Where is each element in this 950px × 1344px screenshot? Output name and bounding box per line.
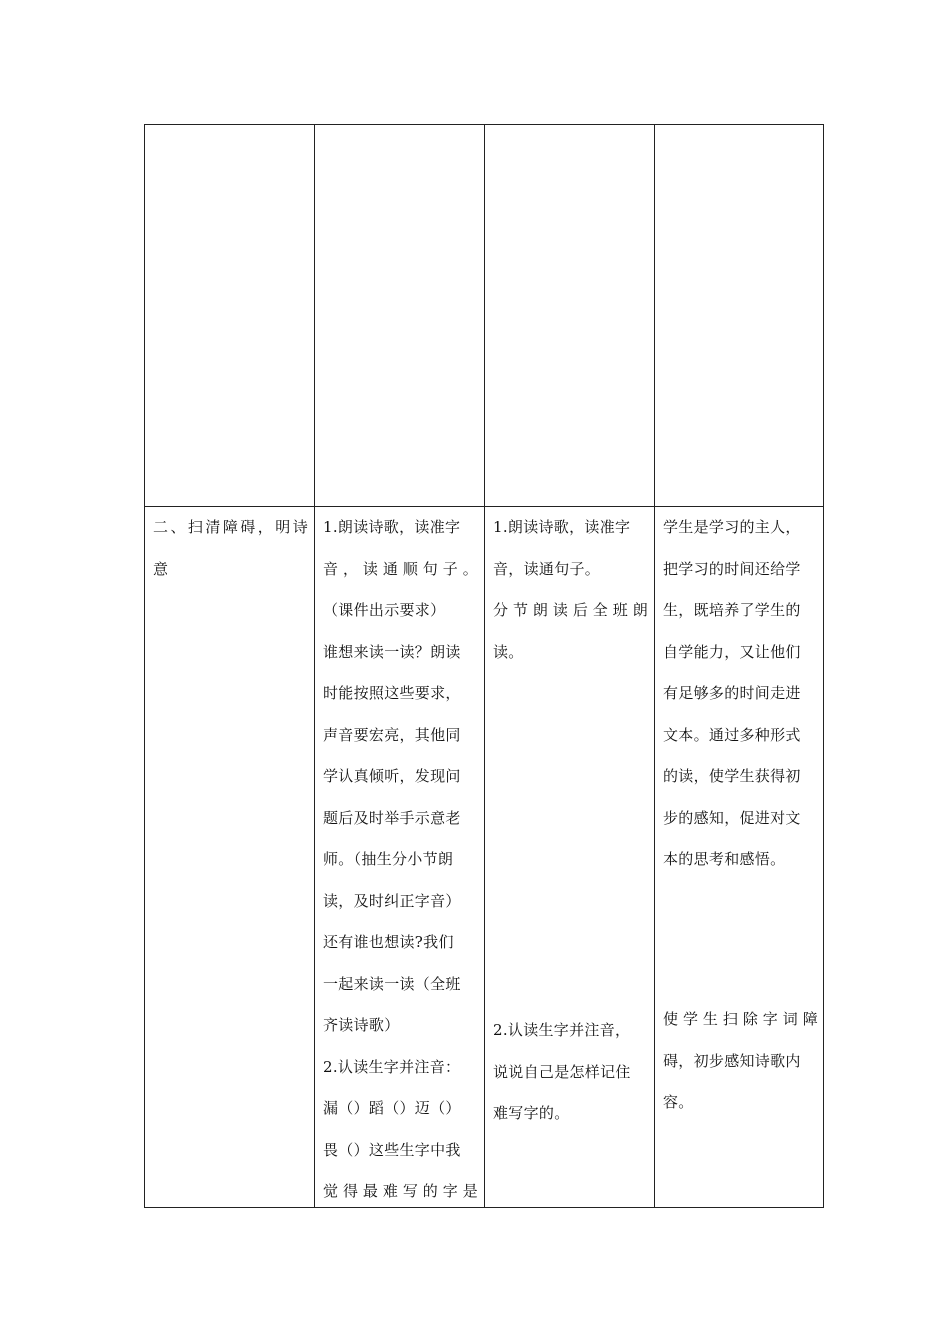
design-intent-line: 步的感知，促进对文 — [663, 808, 801, 827]
step-title-cell — [153, 507, 308, 590]
student-activity-line: 读。 — [493, 642, 524, 661]
design-intent-cell-2 — [663, 999, 818, 1124]
design-intent-line: 本的思考和感悟。 — [663, 850, 786, 868]
teacher-activity-line: 觉得最难写的字是 — [323, 1182, 478, 1200]
teacher-activity-line: 漏（）蹈（）迈（） — [323, 1099, 461, 1117]
student-activity-line: 分节朗读后全班朗 — [493, 601, 648, 619]
teacher-activity-line: 还有谁也想读?我们 — [323, 933, 454, 951]
teacher-activity-line: 师。（抽生分小节朗 — [323, 850, 454, 868]
teacher-activity-line: 畏（）这些生字中我 — [323, 1140, 461, 1159]
design-intent-line: 使学生扫除字词障 — [663, 1010, 818, 1028]
design-intent-line: 碍，初步感知诗歌内 — [663, 1051, 801, 1070]
student-activity-line: 1.朗读诗歌，读准字 — [493, 518, 631, 536]
student-activity-line: 2.认读生字并注音， — [493, 1021, 631, 1039]
design-intent-line: 文本。通过多种形式 — [663, 725, 801, 744]
column-divider — [654, 125, 655, 1207]
teacher-activity-line: 2.认读生字并注音： — [323, 1057, 461, 1076]
design-intent-line: 学生是学习的主人， — [663, 518, 801, 536]
teacher-activity-line: 齐读诗歌） — [323, 1016, 400, 1034]
teacher-activity-line: 学认真倾听，发现问 — [323, 767, 461, 785]
design-intent-line: 有足够多的时间走进 — [663, 684, 801, 702]
student-activity-line: 音，读通句子。 — [493, 559, 601, 578]
design-intent-line: 把学习的时间还给学 — [663, 559, 801, 578]
design-intent-line: 自学能力，又让他们 — [663, 642, 801, 661]
student-activity-cell — [493, 507, 648, 673]
teacher-activity-line: 谁想来读一读？朗读 — [323, 642, 461, 661]
student-activity-line: 难写字的。 — [493, 1104, 570, 1122]
student-activity-line: 说说自己是怎样记住 — [493, 1062, 631, 1081]
step-title-line: 二、扫清障碍，明诗 — [153, 518, 308, 536]
teacher-activity-cell — [323, 507, 478, 1213]
design-intent-line: 的读，使学生获得初 — [663, 767, 801, 785]
teacher-activity-line: 读，及时纠正字音） — [323, 891, 461, 910]
column-divider — [314, 125, 315, 1207]
design-intent-line: 容。 — [663, 1093, 694, 1111]
teacher-activity-line: 声音要宏亮，其他同 — [323, 725, 461, 744]
teacher-activity-line: 题后及时举手示意老 — [323, 808, 461, 827]
column-divider — [484, 125, 485, 1207]
teacher-activity-line: （课件出示要求） — [323, 601, 446, 619]
teacher-activity-line: 音，读通顺句子。 — [323, 559, 478, 578]
teacher-activity-line: 时能按照这些要求， — [323, 684, 461, 702]
teacher-activity-line: 1.朗读诗歌，读准字 — [323, 518, 461, 536]
teacher-activity-line: 一起来读一读（全班 — [323, 974, 461, 993]
design-intent-cell — [663, 507, 818, 881]
lesson-plan-table — [144, 124, 824, 1208]
step-title-line: 意 — [153, 559, 169, 578]
design-intent-line: 生，既培养了学生的 — [663, 601, 801, 619]
student-activity-cell-2 — [493, 1010, 648, 1135]
